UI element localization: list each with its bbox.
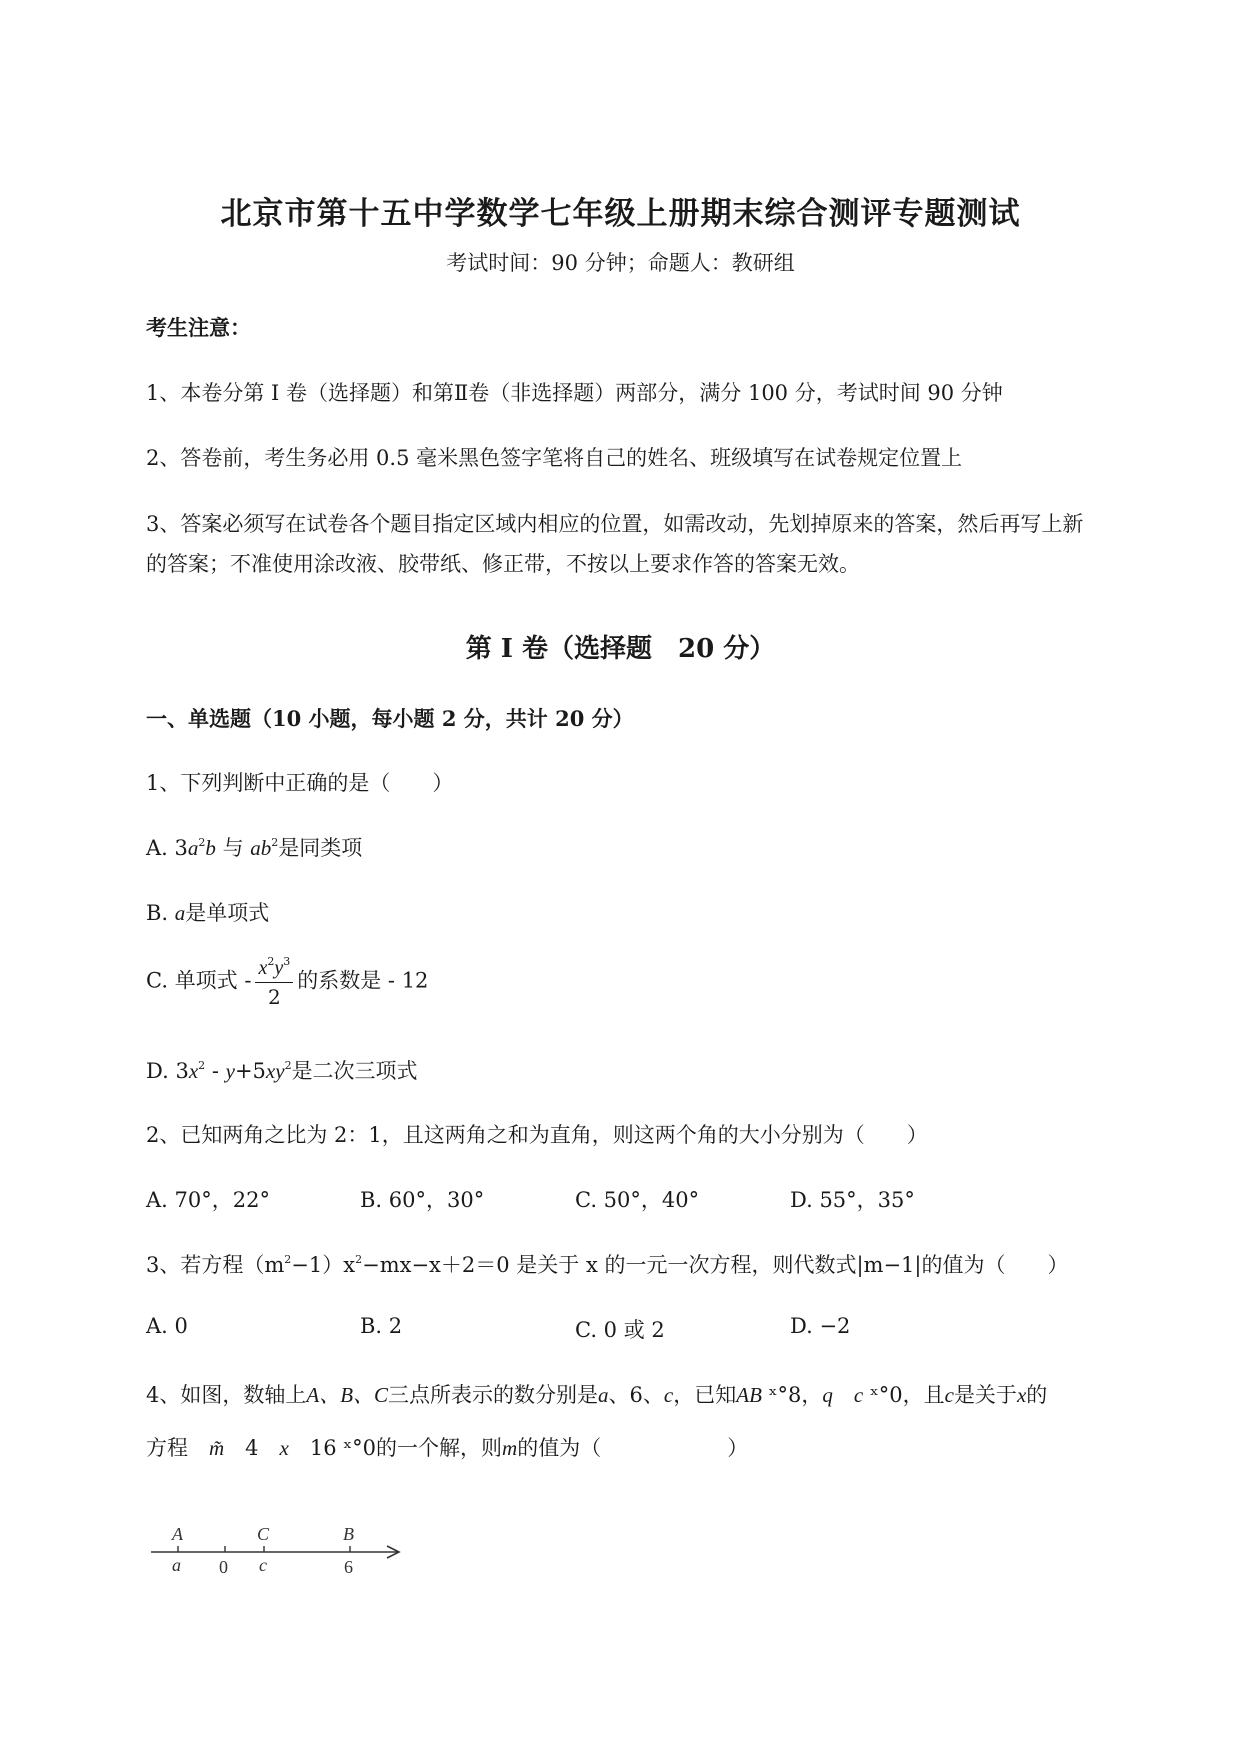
text: −1）x [291, 1253, 356, 1277]
section-title: 第 I 卷（选择题 20 分） [465, 634, 776, 664]
option-label: C. [146, 968, 168, 993]
q2-stem: 2、已知两角之比为 2：1，且这两角之和为直角，则这两个角的大小分别为（ ） [146, 1123, 928, 1147]
q1-option-c [146, 955, 428, 1009]
exp: 2 [284, 1253, 292, 1266]
text: −mx−x＋2＝0 是关于 x 的一元一次方程，则代数式|m−1|的值为（ ） [362, 1253, 1069, 1277]
var: x [1016, 1383, 1027, 1407]
exp: 2 [267, 955, 275, 968]
text: +5 [234, 1059, 266, 1083]
text: 是单项式 [185, 901, 270, 925]
text: 、6、 [608, 1383, 664, 1407]
var: x [279, 1436, 289, 1460]
option-label: B. [146, 901, 169, 925]
q2-option-a: A. 70°，22° [146, 1188, 270, 1212]
notice-item-3-cont: 的答案；不准使用涂改液、胶带纸、修正带，不按以上要求作答的答案无效。 [146, 552, 860, 576]
q1-option-b [146, 897, 269, 927]
exp: 2 [284, 1059, 292, 1072]
text: ，已知 [673, 1383, 737, 1407]
notice-item-2: 2、答卷前，考生务必用 0.5 毫米黑色签字笔将自己的姓名、班级填写在试卷规定位置上 [146, 446, 963, 470]
var: c [663, 1383, 674, 1407]
text: 与 [222, 836, 244, 860]
coef: 3 [174, 836, 188, 860]
var: m [502, 1436, 518, 1460]
var: x [188, 1059, 199, 1083]
text: 的一个解，则 [376, 1436, 503, 1460]
q4-stem-line-1 [146, 1379, 1047, 1409]
point-label-a: A [172, 1524, 183, 1544]
q4-stem-line-2 [146, 1432, 748, 1462]
text: 的 [1026, 1383, 1048, 1407]
text: 三点所表示的数分别是 [388, 1383, 599, 1407]
var: a [174, 901, 186, 925]
point-label-c: C [257, 1524, 270, 1544]
var: q [822, 1383, 833, 1407]
var: a [598, 1383, 609, 1407]
exp: 2 [355, 1253, 363, 1266]
q2-option-c: C. 50°，40° [575, 1188, 700, 1212]
notice-item-3: 3、答案必须写在试卷各个题目指定区域内相应的位置，如需改动，先划掉原来的答案，然后再写上新 [146, 512, 1084, 536]
q3-option-c: C. 0 或 2 [575, 1318, 665, 1342]
text: ˣ°0，且 [863, 1383, 945, 1407]
var: x [258, 957, 268, 979]
text: - [205, 1059, 226, 1083]
var: A、B、C [306, 1383, 389, 1407]
text: 是关于 [953, 1383, 1017, 1407]
q3-option-a: A. 0 [146, 1314, 188, 1338]
q2-option-d: D. 55°，35° [790, 1188, 915, 1212]
coef: 3 [175, 1059, 189, 1083]
var: y [274, 957, 284, 979]
q1-stem: 1、下列判断中正确的是（ ） [146, 771, 454, 795]
fraction [255, 955, 293, 1009]
denominator: 2 [267, 985, 281, 1009]
var: m̃ [209, 1436, 225, 1460]
notice-item-1: 1、本卷分第 I 卷（选择题）和第Ⅱ卷（非选择题）两部分，满分 100 分，考试时间 90 分钟 [146, 381, 1003, 405]
text: 是二次三项式 [291, 1059, 418, 1083]
text: 的系数是 - 12 [297, 968, 429, 993]
var: c [853, 1383, 864, 1407]
notice-heading: 考生注意： [146, 315, 251, 340]
exam-subtitle: 考试时间：90 分钟；命题人：教研组 [446, 251, 795, 275]
text: 是同类项 [278, 836, 363, 860]
q3-option-b: B. 2 [360, 1314, 403, 1338]
text: 4 [224, 1436, 259, 1460]
q3-option-d: D. −2 [790, 1314, 851, 1338]
part-heading: 一、单选题（10 小题，每小题 2 分，共计 20 分） [146, 706, 634, 731]
exp: 2 [198, 836, 206, 849]
text: 4、如图，数轴上 [146, 1383, 307, 1407]
text: ˣ°8， [761, 1383, 823, 1407]
var: a [187, 836, 199, 860]
var: y [225, 1059, 235, 1083]
q1-option-d [146, 1055, 418, 1085]
var: ab [250, 836, 272, 860]
option-label: A. [146, 836, 168, 860]
exp: 3 [283, 955, 291, 968]
var: c [944, 1383, 954, 1407]
var: AB [736, 1383, 762, 1407]
exp: 2 [198, 1059, 206, 1072]
text: 16 ˣ°0 [288, 1436, 377, 1460]
text: 的值为（ ） [517, 1436, 749, 1460]
exp: 2 [271, 836, 279, 849]
var: b [205, 836, 216, 860]
text: 方程 [146, 1436, 188, 1460]
exam-title: 北京市第十五中学数学七年级上册期末综合测评专题测试 [220, 196, 1021, 232]
value-label-6: 6 [344, 1557, 353, 1577]
number-line-figure [145, 1515, 415, 1581]
q1-option-a [146, 832, 362, 862]
option-label: D. [146, 1059, 169, 1083]
var: xy [265, 1059, 285, 1083]
point-label-b: B [343, 1524, 354, 1544]
value-label-c: c [259, 1555, 267, 1575]
q3-stem [146, 1249, 1069, 1279]
text: 单项式 - [174, 968, 252, 993]
value-label-0: 0 [219, 1557, 228, 1577]
value-label-a: a [172, 1555, 181, 1575]
q2-option-b: B. 60°，30° [360, 1188, 485, 1212]
text: 3、若方程（m [146, 1253, 285, 1277]
